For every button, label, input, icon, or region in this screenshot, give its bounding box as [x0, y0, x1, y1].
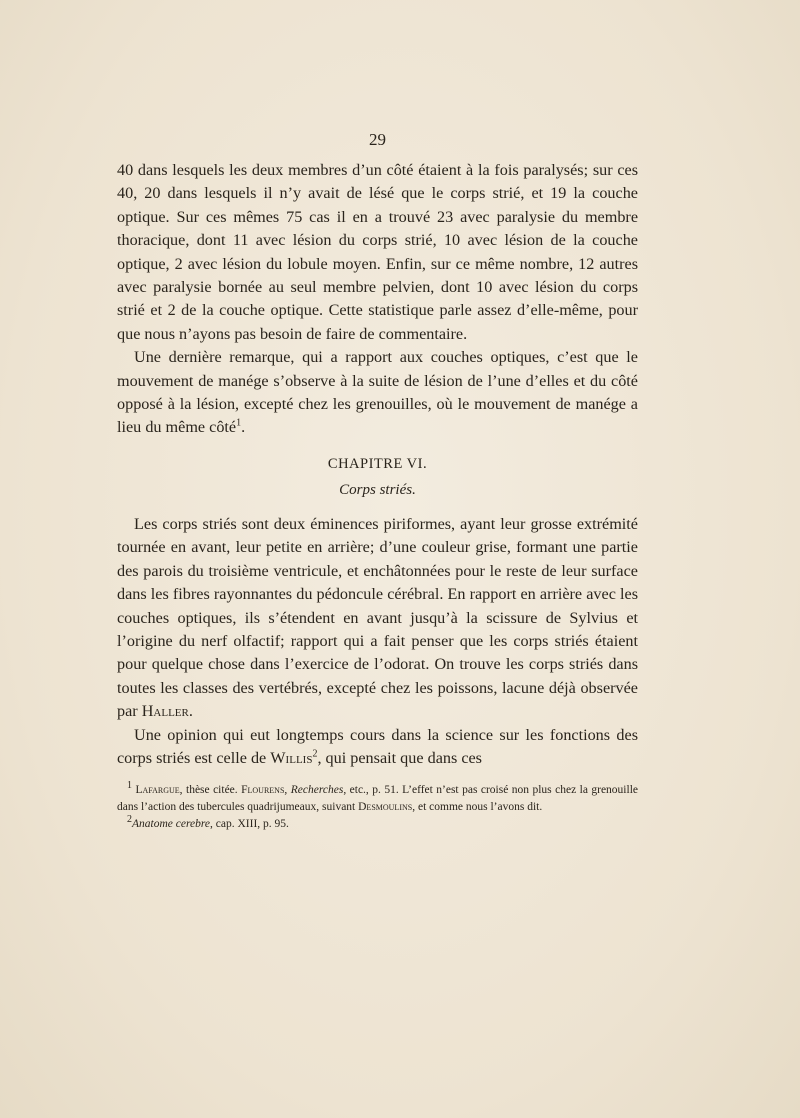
footnote-1 [117, 782, 638, 815]
paragraph-3-end: . [188, 702, 193, 721]
footnote-1-mark: 1 [127, 780, 132, 792]
fn2-text-1: , cap. XIII, p. 95. [210, 817, 289, 830]
paragraph-4 [117, 724, 638, 771]
author-willis: Willis [270, 748, 313, 767]
fn1-text-4: , et comme nous l’avons dit. [412, 800, 543, 813]
footnote-ref-1: 1 [236, 418, 242, 430]
paragraph-2-text: Une dernière remarque, qui a rapport aux couches optiques, c’est que le mouvement de manége s’observe à la suite de lésion de l’une d’elles et du côté opposé à la lésion, excepté chez les grenouilles, où le mouvement de manége a lieu du même côté [117, 348, 638, 437]
paragraph-3-text: Les corps striés sont deux éminences piriformes, ayant leur grosse extrémité tournée en avant, leur petite en arrière; d’une couleur grise, formant une partie des parois du troisième ventricule, et enchâtonnées pour le reste de leur surface dans les fibres rayonnantes du pédoncule cérébral. En rapport en arrière avec les couches optiques, ils s’étendent en avant jusqu’à la scissure de Sylvius et l’origine du nerf olfactif; rapport qui a fait penser que les corps striés étaient pour quelque chose dans l’exercice de l’odorat. On trouve les corps striés dans toutes les classes des vertébrés, excepté chez les poissons, lacune déjà observée par [117, 514, 638, 721]
fn1-text-2: , [284, 784, 291, 797]
fn1-author-desmoulins: Desmoulins [358, 800, 413, 813]
paragraph-3 [117, 513, 638, 724]
footnotes [117, 782, 638, 832]
paragraph-2-end: . [241, 418, 246, 437]
fn1-work: Recherches [290, 784, 344, 797]
page-number: 29 [369, 130, 386, 149]
fn1-author-lafargue: Lafargue [135, 784, 180, 797]
paragraph-2 [117, 346, 638, 440]
footnote-ref-2: 2 [312, 748, 318, 760]
fn1-text-1: , thèse citée. [179, 784, 242, 797]
paragraph-1: 40 dans lesquels les deux membres d’un côté étaient à la fois paralysés; sur ces 40, 20 dans lesquels il n’y avait de lésé que le corps strié, et 19 la couche optique. Sur ces mêmes 75 cas il en a trouvé 23 avec paralysie du membre thoracique, dont 11 avec lésion du corps strié, 10 avec lésion de la couche optique, 2 avec lésion du lobule moyen. Enfin, sur ce même nombre, 12 autres avec paralysie bornée au seul membre pelvien, dont 10 avec lésion du corps strié et 2 de la couche optique. Cette statistique parle assez d’elle-même, pour que nous n’ayons pas besoin de faire de commentaire. [117, 161, 638, 343]
paragraph-4-text: Une opinion qui eut longtemps cours dans la science sur les fonctions des corps striés est celle de [117, 725, 638, 767]
paragraph-4-end: , qui pensait que dans ces [317, 748, 482, 767]
author-haller: Haller [141, 702, 189, 721]
footnote-2 [117, 813, 638, 833]
text-block [117, 130, 638, 832]
footnote-2-mark: 2 [127, 813, 132, 825]
fn1-text-3: , etc., p. 51. L’effet n’est pas croisé non plus chez la grenouille dans l’action des tubercules quadrijumeaux, suivant [117, 784, 638, 813]
fn2-work: Anatome cerebre [132, 817, 211, 830]
fn1-author-flourens: Flourens [241, 784, 285, 797]
chapter-title: CHAPITRE VI. [327, 455, 428, 472]
chapter-subtitle: Corps striés. [339, 481, 416, 498]
